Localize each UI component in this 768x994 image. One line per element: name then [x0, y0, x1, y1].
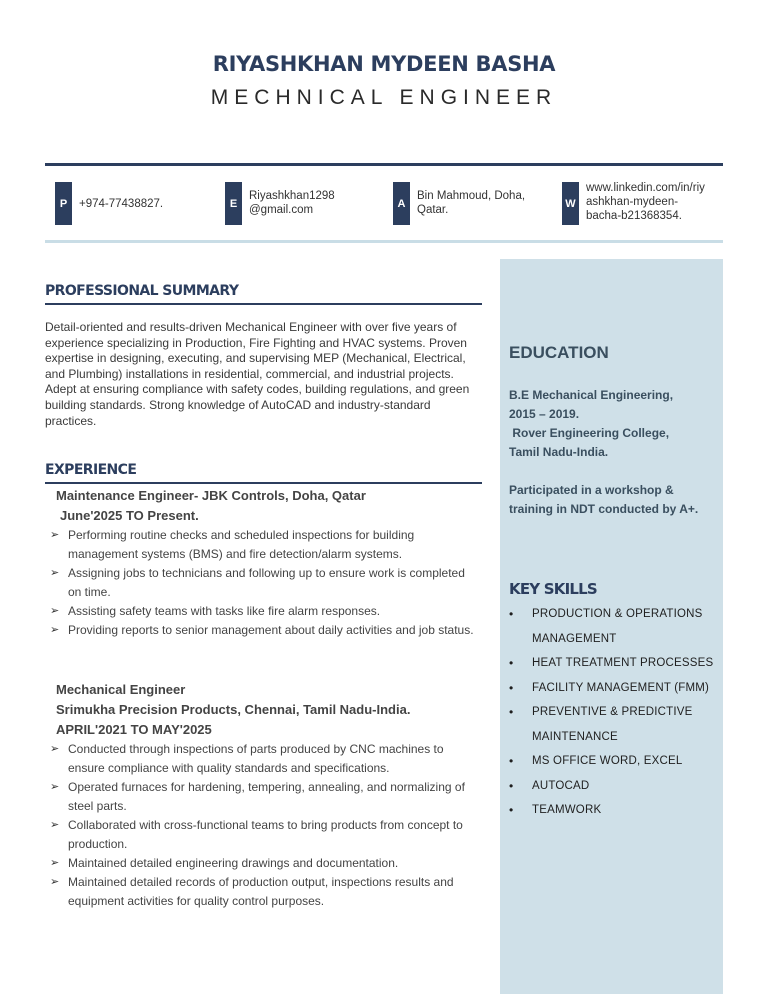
list-item: ➢ Maintained detailed engineering drawings and documentation.	[50, 854, 480, 873]
job2-title: Mechanical Engineer	[56, 682, 186, 697]
skills-list	[509, 602, 723, 823]
contact-address	[393, 182, 525, 225]
education-location: Tamil Nadu-India.	[509, 445, 609, 459]
phone-badge: P	[55, 182, 72, 225]
education-years: 2015 – 2019.	[509, 407, 580, 421]
experience-heading: EXPERIENCE	[45, 462, 137, 478]
contact-phone	[55, 182, 163, 225]
education-workshop: Participated in a workshop & training in NDT conducted by A+.	[509, 483, 699, 516]
address-badge: A	[393, 182, 410, 225]
contact-divider	[45, 240, 723, 243]
skill-item: • HEAT TREATMENT PROCESSES	[509, 651, 723, 676]
skill-item: • FACILITY MANAGEMENT (FMM)	[509, 676, 723, 701]
list-item: ➢ Collaborated with cross-functional teams to bring products from concept to production.	[50, 816, 480, 854]
job1-dates: June'2025 TO Present.	[60, 508, 199, 523]
list-item: ➢ Providing reports to senior management about daily activities and job status.	[50, 621, 480, 640]
contact-website	[562, 182, 705, 225]
education-degree: B.E Mechanical Engineering,	[509, 388, 674, 402]
job2-company: Srimukha Precision Products, Chennai, Tamil Nadu-India.	[56, 702, 411, 717]
header-divider	[45, 163, 723, 166]
skills-heading: KEY SKILLS	[509, 580, 597, 598]
list-item: ➢ Operated furnaces for hardening, tempering, annealing, and normalizing of steel parts.	[50, 778, 480, 816]
list-item: ➢ Conducted through inspections of parts produced by CNC machines to ensure compliance with quality standards and specifications.	[50, 740, 480, 778]
skill-item: • MS OFFICE WORD, EXCEL	[509, 749, 723, 774]
summary-heading: PROFESSIONAL SUMMARY	[45, 283, 239, 299]
summary-text: Detail-oriented and results-driven Mechanical Engineer with over five years of experience specializing in Production, Fire Fighting and HVAC systems. Proven expertise in designing, executing, and supervising MEP (Mechanical, Electrical, and Plumbing) installations in residential, commercial, and industrial projects. Adept at ensuring compliance with safety codes, building regulations, and green building standards. Strong knowledge of AutoCAD and industry-standard practices.	[45, 320, 470, 428]
email-text: Riyashkhan1298 @gmail.com	[249, 190, 335, 216]
job2-dates: APRIL'2021 TO MAY'2025	[56, 722, 212, 737]
website-text[interactable]: www.linkedin.com/in/riy ashkhan-mydeen- bacha-b21368354.	[586, 182, 705, 222]
skill-item: • TEAMWORK	[509, 798, 723, 823]
list-item: ➢ Maintained detailed records of production output, inspections results and equipment activities for quality control purposes.	[50, 873, 480, 911]
job-role: MECHNICAL ENGINEER	[210, 86, 558, 109]
job1-title: Maintenance Engineer- JBK Controls, Doha, Qatar	[56, 488, 366, 503]
experience-rule	[45, 482, 482, 484]
education-college: Rover Engineering College,	[509, 426, 670, 440]
contact-email	[225, 182, 335, 225]
job1-bullets	[50, 526, 480, 640]
list-item: ➢ Assisting safety teams with tasks like fire alarm responses.	[50, 602, 480, 621]
list-item: ➢ Assigning jobs to technicians and following up to ensure work is completed on time.	[50, 564, 480, 602]
address-text: Bin Mahmoud, Doha, Qatar.	[417, 190, 526, 216]
summary-rule	[45, 303, 482, 305]
skill-item: • PREVENTIVE & PREDICTIVE MAINTENANCE	[509, 700, 723, 749]
candidate-name: RIYASHKHAN MYDEEN BASHA	[212, 52, 556, 76]
skill-item: • PRODUCTION & OPERATIONS MANAGEMENT	[509, 602, 723, 651]
education-heading: EDUCATION	[509, 343, 609, 362]
job2-bullets	[50, 740, 480, 911]
website-badge: W	[562, 182, 579, 225]
phone-text: +974-77438827.	[79, 198, 164, 210]
email-badge: E	[225, 182, 242, 225]
skill-item: • AUTOCAD	[509, 774, 723, 799]
list-item: ➢ Performing routine checks and scheduled inspections for building management systems (BMS) and fire detection/alarm systems.	[50, 526, 480, 564]
